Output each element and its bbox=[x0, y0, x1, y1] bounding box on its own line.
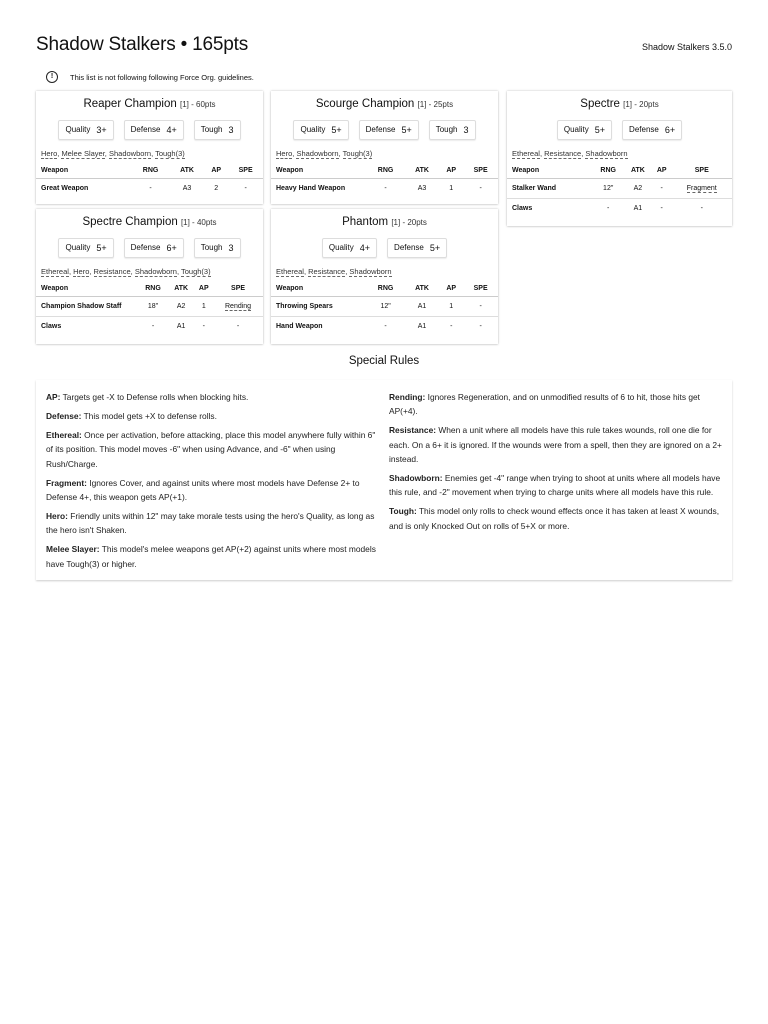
tough-stat: Tough 3 bbox=[429, 120, 476, 140]
rule-link[interactable]: Shadowborn bbox=[296, 149, 339, 158]
unit-cost: [1] - 20pts bbox=[623, 100, 659, 109]
list-title: Shadow Stalkers • 165pts bbox=[36, 34, 249, 55]
weapon-row: Throwing Spears 12" A1 1 - bbox=[271, 297, 498, 317]
rule-link[interactable]: Melee Slayer bbox=[61, 149, 105, 158]
rule-link[interactable]: Tough(3) bbox=[342, 149, 373, 158]
unit-card-scourge-champion bbox=[271, 91, 498, 204]
special-rules-heading: Special Rules bbox=[348, 355, 420, 367]
defense-stat: Defense 6+ bbox=[622, 120, 682, 140]
rule-link[interactable]: Hero bbox=[276, 149, 293, 158]
warning-text: This list is not following following Force Org. guidelines. bbox=[70, 72, 254, 82]
special-rules-left bbox=[46, 390, 381, 575]
special-rule: Shadowborn: Enemies get -4" range when trying to shoot at units where all models have this rule, and -2" movement when trying to charge units where all models have this rule. bbox=[389, 473, 721, 498]
special-rules-panel bbox=[36, 380, 732, 580]
special-rules-right bbox=[389, 390, 724, 538]
special-rule: Ethereal: Once per activation, before attacking, place this model anywhere fully within 6" of its position. This model moves -6" when using Advance, and -6" when using Rush/Charge. bbox=[46, 429, 376, 469]
rule-link[interactable]: Shadowborn bbox=[349, 267, 392, 276]
unit-name: Phantom bbox=[342, 216, 389, 228]
quality-stat: Quality 3+ bbox=[58, 120, 113, 140]
rule-link[interactable]: Ethereal bbox=[41, 267, 69, 276]
unit-rules: Ethereal, Resistance, Shadowborn bbox=[512, 149, 628, 158]
rule-link[interactable]: Resistance bbox=[93, 267, 131, 276]
unit-rules: Ethereal, Hero, Resistance, Shadowborn, Tough(3) bbox=[41, 267, 211, 276]
weapon-table: Weapon RNG ATK AP SPE Great Weapon - A3 2 - bbox=[36, 163, 263, 198]
defense-stat: Defense 5+ bbox=[387, 238, 447, 258]
special-rule: AP: Targets get -X to Defense rolls when blocking hits. bbox=[46, 392, 249, 402]
weapon-row: Great Weapon - A3 2 - bbox=[41, 185, 247, 192]
unit-card-reaper-champion bbox=[36, 91, 263, 204]
unit-card-spectre bbox=[507, 91, 732, 226]
unit-name: Spectre bbox=[580, 98, 620, 110]
warning-icon: ! bbox=[46, 71, 58, 83]
special-rule: Rending: Ignores Regeneration, and on unmodified results of 6 to hit, those hits get AP(+4). bbox=[389, 392, 700, 417]
rule-link[interactable]: Shadowborn bbox=[585, 149, 628, 158]
quality-stat: Quality 5+ bbox=[557, 120, 612, 140]
unit-name: Reaper Champion bbox=[83, 98, 177, 110]
weapon-row: Hand Weapon - A1 - - bbox=[276, 323, 482, 330]
unit-rules: Hero, Melee Slayer, Shadowborn, Tough(3) bbox=[41, 149, 185, 158]
force-org-warning bbox=[46, 71, 254, 83]
rule-link[interactable]: Tough(3) bbox=[155, 149, 185, 158]
quality-stat: Quality 5+ bbox=[58, 238, 113, 258]
weapon-table: Weapon RNG ATK AP SPE Throwing Spears 12" A1 1 - Hand Weapon - A1 - - bbox=[271, 281, 498, 336]
rule-link[interactable]: Shadowborn bbox=[108, 149, 152, 158]
quality-stat: Quality 5+ bbox=[293, 120, 348, 140]
unit-name: Scourge Champion bbox=[315, 98, 415, 110]
unit-rules: Hero, Shadowborn, Tough(3) bbox=[276, 149, 373, 158]
weapon-row: Heavy Hand Weapon - A3 1 - bbox=[276, 185, 482, 192]
weapon-table: Weapon RNG ATK AP SPE Stalker Wand 12" A2 - Fragment Claws - A1 - - bbox=[507, 163, 732, 218]
rule-link[interactable]: Ethereal bbox=[512, 149, 540, 158]
unit-cost: [1] - 20pts bbox=[391, 218, 427, 227]
rule-link[interactable]: Resistance bbox=[308, 267, 346, 276]
special-rule: Fragment: Ignores Cover, and against units where most models have Defense 2+ to Defense 4+, this weapon gets AP(+1). bbox=[46, 477, 360, 502]
weapon-row: Stalker Wand 12" A2 - Fragment bbox=[507, 179, 732, 199]
tough-stat: Tough 3 bbox=[194, 120, 241, 140]
rule-link[interactable]: Resistance bbox=[544, 149, 582, 158]
rule-link[interactable]: Rending bbox=[225, 303, 252, 310]
weapon-row: Champion Shadow Staff 18" A2 1 Rending bbox=[36, 297, 263, 317]
unit-name: Spectre Champion bbox=[82, 216, 178, 228]
unit-cost: [1] - 40pts bbox=[180, 218, 217, 227]
defense-stat: Defense 5+ bbox=[359, 120, 419, 140]
rule-link[interactable]: Hero bbox=[73, 267, 90, 276]
unit-rules: Ethereal, Resistance, Shadowborn bbox=[276, 267, 392, 276]
unit-cost: [1] - 25pts bbox=[417, 100, 454, 109]
army-version: Shadow Stalkers 3.5.0 bbox=[641, 42, 732, 52]
page-header bbox=[36, 34, 732, 64]
unit-cost: [1] - 60pts bbox=[179, 100, 216, 109]
weapon-table: Weapon RNG ATK AP SPE Champion Shadow Staff 18" A2 1 Rending Claws - A1 - - bbox=[36, 281, 263, 336]
rule-link[interactable]: Hero bbox=[41, 149, 58, 158]
rule-link[interactable]: Shadowborn bbox=[134, 267, 177, 276]
quality-stat: Quality 4+ bbox=[322, 238, 377, 258]
weapon-row: Claws - A1 - - bbox=[41, 323, 240, 330]
special-rule: Melee Slayer: This model's melee weapons get AP(+2) against units where most models have Tough(3) or higher. bbox=[46, 544, 376, 569]
unit-card-phantom bbox=[271, 209, 498, 344]
defense-stat: Defense 4+ bbox=[124, 120, 184, 140]
special-rule: Defense: This model gets +X to defense rolls. bbox=[46, 410, 217, 421]
rule-link[interactable]: Fragment bbox=[686, 185, 717, 192]
weapon-row: Claws - A1 - - bbox=[512, 205, 703, 212]
special-rule: Hero: Friendly units within 12" may take morale tests using the hero's Quality, as long as the hero isn't Shaken. bbox=[46, 510, 375, 536]
rule-link[interactable]: Tough(3) bbox=[181, 267, 211, 276]
special-rule: Resistance: When a unit where all models have this rule takes wounds, roll one die for each. On a 6+ it is ignored. If the wounds were from a spell, then they are ignored on a 2+ instead. bbox=[389, 425, 722, 465]
rule-link[interactable]: Ethereal bbox=[276, 267, 304, 276]
weapon-table: Weapon RNG ATK AP SPE Heavy Hand Weapon - A3 1 - bbox=[271, 163, 498, 198]
defense-stat: Defense 6+ bbox=[124, 238, 184, 258]
tough-stat: Tough 3 bbox=[194, 238, 241, 258]
unit-card-spectre-champion bbox=[36, 209, 263, 344]
special-rule: Tough: This model only rolls to check wound effects once it has taken at least X wounds, and is only Knocked Out on rolls of 5+X or more. bbox=[389, 506, 720, 531]
